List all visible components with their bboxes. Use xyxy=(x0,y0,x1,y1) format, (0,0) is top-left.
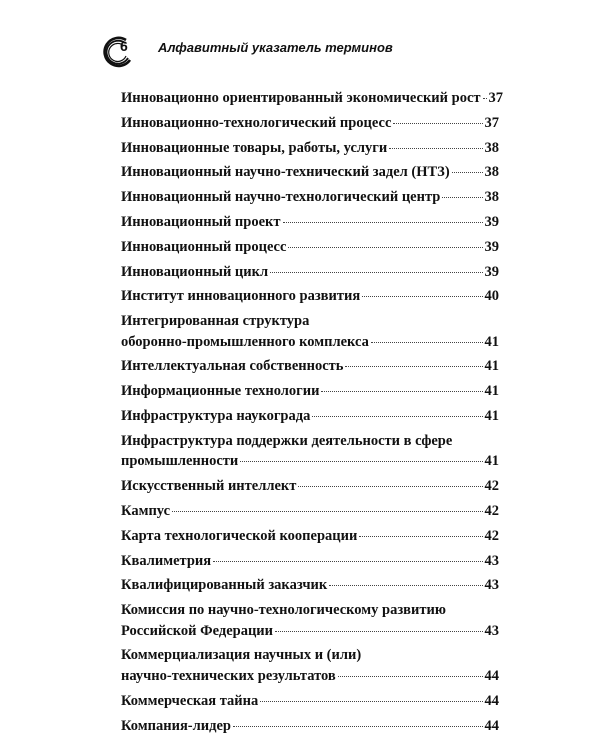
dot-leader xyxy=(283,222,483,223)
entry-term-line: Искусственный интеллект xyxy=(121,478,297,495)
dot-leader xyxy=(260,701,482,702)
dot-leader xyxy=(240,461,482,462)
index-entry xyxy=(121,431,499,472)
entry-page-number: 44 xyxy=(484,667,499,684)
running-header xyxy=(96,34,516,70)
index-entry xyxy=(121,526,499,547)
entry-term-line: оборонно-промышленного комплекса xyxy=(121,333,369,350)
entry-term-line: Инновационный научно-технический задел (НТЗ) xyxy=(121,164,450,181)
entry-term-line: Комиссия по научно-технологическому развитию xyxy=(121,602,446,619)
page-number: 6 xyxy=(120,38,128,54)
entry-term-line: научно-технических результатов xyxy=(121,667,336,684)
entry-page-number: 42 xyxy=(484,478,499,495)
entry-term-line: Инновационно ориентированный экономический рост xyxy=(121,90,481,106)
index-entry xyxy=(121,356,499,377)
entry-page-number: 38 xyxy=(484,189,499,206)
index-entry xyxy=(121,551,499,572)
index-entry xyxy=(121,162,499,183)
dot-leader xyxy=(359,536,482,537)
entry-page-number: 41 xyxy=(484,408,499,425)
dot-leader xyxy=(329,585,482,586)
entry-term-line: Институт инновационного развития xyxy=(121,288,361,305)
entry-page-number: 42 xyxy=(484,527,499,544)
entry-term-line: промышленности xyxy=(121,453,239,470)
swirl-logo-icon xyxy=(96,34,136,70)
index-entry xyxy=(121,311,499,352)
index-entry xyxy=(121,212,499,233)
index-entry xyxy=(121,88,504,109)
dot-leader xyxy=(275,631,482,632)
entry-page-number: 39 xyxy=(484,263,499,280)
entry-term-line: Кампус xyxy=(121,502,171,519)
dot-leader xyxy=(288,247,482,248)
dot-leader xyxy=(345,366,482,367)
dot-leader xyxy=(233,726,483,727)
entry-page-number: 41 xyxy=(484,453,499,470)
dot-leader xyxy=(389,148,482,149)
dot-leader xyxy=(483,98,487,99)
entry-page-number: 44 xyxy=(484,692,499,709)
index-entry xyxy=(121,381,499,402)
index-entry xyxy=(121,237,499,258)
dot-leader xyxy=(452,172,483,173)
entry-term-line: Инфраструктура наукограда xyxy=(121,408,311,425)
index-entry xyxy=(121,575,499,596)
entry-page-number: 39 xyxy=(484,213,499,230)
dot-leader xyxy=(321,391,482,392)
entry-page-number: 40 xyxy=(484,288,499,305)
entry-term-line: Коммерциализация научных и (или) xyxy=(121,647,362,664)
entry-term-line: Инновационный цикл xyxy=(121,263,269,280)
index-entry xyxy=(121,501,499,522)
entry-page-number: 41 xyxy=(484,383,499,400)
entry-term-line: Инновационные товары, работы, услуги xyxy=(121,139,388,156)
dot-leader xyxy=(442,197,482,198)
index-entry xyxy=(121,476,499,497)
index-entry xyxy=(121,645,499,686)
entry-term-line: Информационные технологии xyxy=(121,383,320,400)
index-entry xyxy=(121,406,499,427)
entry-term-line: Инновационный научно-технологический центр xyxy=(121,189,441,206)
entry-term-line: Инфраструктура поддержки деятельности в сфере xyxy=(121,432,453,449)
entry-page-number: 44 xyxy=(484,717,499,734)
entry-term-line: Квалифицированный заказчик xyxy=(121,577,328,594)
index-entry xyxy=(121,113,499,134)
dot-leader xyxy=(312,416,482,417)
dot-leader xyxy=(362,296,482,297)
term-index-list xyxy=(121,88,504,740)
entry-page-number: 43 xyxy=(484,552,499,569)
running-title: Алфавитный указатель терминов xyxy=(158,40,393,55)
entry-page-number: 41 xyxy=(484,333,499,350)
index-entry xyxy=(121,187,499,208)
entry-term-line: Интеллектуальная собственность xyxy=(121,358,344,375)
entry-page-number: 43 xyxy=(484,577,499,594)
entry-term-line: Интегрированная структура xyxy=(121,313,310,330)
entry-page-number: 39 xyxy=(484,238,499,255)
index-entry xyxy=(121,716,499,737)
entry-page-number: 43 xyxy=(484,622,499,639)
entry-page-number: 38 xyxy=(484,164,499,181)
dot-leader xyxy=(298,486,482,487)
dot-leader xyxy=(270,272,482,273)
entry-page-number: 41 xyxy=(484,358,499,375)
entry-term-line: Карта технологической кооперации xyxy=(121,527,358,544)
entry-term-line: Коммерческая тайна xyxy=(121,692,259,709)
dot-leader xyxy=(338,676,483,677)
entry-term-line: Инновационно-технологический процесс xyxy=(121,114,392,131)
entry-term-line: Инновационный проект xyxy=(121,213,281,230)
entry-term-line: Компания-лидер xyxy=(121,717,231,734)
entry-term-line: Квалиметрия xyxy=(121,552,212,569)
dot-leader xyxy=(393,123,482,124)
entry-page-number: 38 xyxy=(484,139,499,156)
index-entry xyxy=(121,691,499,712)
entry-page-number: 37 xyxy=(488,90,504,106)
dot-leader xyxy=(371,342,483,343)
entry-term-line: Российской Федерации xyxy=(121,622,274,639)
index-entry xyxy=(121,600,499,641)
index-entry xyxy=(121,286,499,307)
index-entry xyxy=(121,262,499,283)
entry-page-number: 37 xyxy=(484,114,499,131)
entry-term-line: Инновационный процесс xyxy=(121,238,287,255)
index-entry xyxy=(121,138,499,159)
entry-page-number: 42 xyxy=(484,502,499,519)
dot-leader xyxy=(213,561,482,562)
dot-leader xyxy=(172,511,482,512)
